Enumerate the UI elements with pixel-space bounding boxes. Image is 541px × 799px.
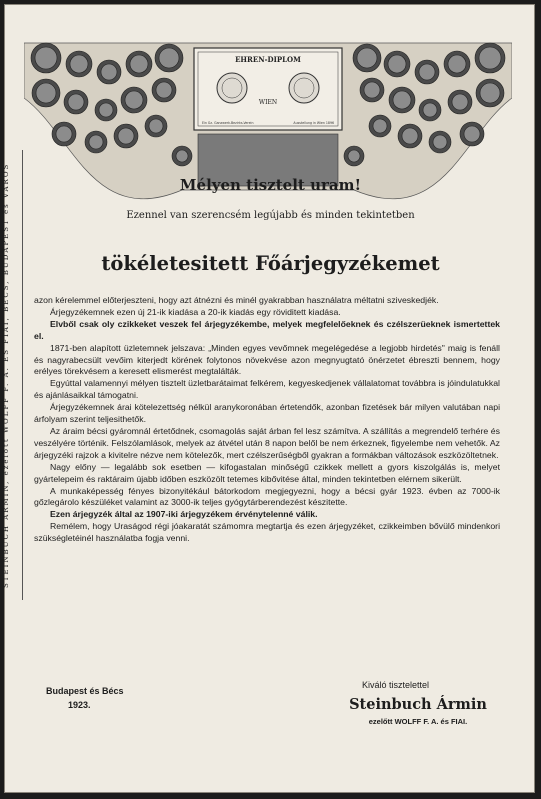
headline: tökéletesitett Főárjegyzékemet — [101, 252, 440, 275]
medal-inner-icon — [149, 119, 163, 133]
signature: Steinbuch Ármin — [349, 696, 487, 713]
medal-ornament-header — [24, 38, 512, 238]
medal-inner-icon — [89, 135, 103, 149]
medal-inner-icon — [388, 55, 406, 73]
medal-inner-icon — [348, 150, 360, 162]
medal-inner-icon — [364, 82, 380, 98]
medal-inner-icon — [36, 83, 56, 103]
medal-inner-icon — [156, 82, 172, 98]
medal-inner-icon — [99, 103, 113, 117]
medal-inner-icon — [357, 48, 377, 68]
intro-line: Ezennel van szerencsém legújabb és minden tekintetben — [126, 210, 415, 221]
greeting: Mélyen tisztelt uram! — [179, 176, 362, 194]
letter-body — [34, 295, 500, 545]
medal-inner-icon — [176, 150, 188, 162]
medal-inner-icon — [130, 55, 148, 73]
medal-note-left: Ein Gz. Ganzwerk-Bezirks-Verein — [202, 121, 254, 125]
sidebar-imprint: STEINBUCH ÁRMIN, ezelőtt WOLFF F. A. ÉS FIAI, BÉCS, BUDAPEST és VÁROS — [2, 162, 10, 588]
paragraph: azon kérelemmel előterjeszteni, hogy azt átnézni és minél gyakrabban használatra méltatni sziveskedjék. — [34, 295, 439, 305]
medal-inner-icon — [479, 47, 501, 69]
place-date — [46, 684, 124, 712]
paragraph: Az áraim bécsi gyáromnál értetődnek, csomagolás saját árban fel lesz számítva. A szállítás a megrendelő terhére és veszélyére történik. Felszólamlások, melyek az átvétel után 8 napon belől be nem érkeznek, figyelembe nem vehetők. Az árjegyzéki rajzok a kivitelre nézve nem kötelezők, mert czélszerűségből gyakran a formákban változások eszközöltetnek. — [34, 425, 500, 460]
firm-name: ezelőtt WOLFF F. A. és FIAI. — [368, 717, 468, 726]
medal-inner-icon — [125, 91, 143, 109]
paragraph: Elvből csak oly czikkeket veszek fel árjegyzékembe, melyek megfelelőeknek és czélszerüeknek ismertettek el. — [34, 318, 500, 341]
paragraph: A munkaképesség fényes bizonyitékául bátorkodom megjegyezni, hogy a bécsi gyár 1923. évben az 7000-ik gőzlegárolo készüléket valamint az 3000-ik teljes gyógytárberendezést készitette. — [34, 485, 500, 508]
medal-inner-icon — [464, 126, 480, 142]
medal-city: WIEN — [258, 99, 278, 106]
medal-inner-icon — [101, 64, 117, 80]
medal-inner-icon — [452, 94, 468, 110]
medal-title: EHREN-DIPLOM — [235, 55, 301, 64]
year: 1923. — [68, 700, 91, 710]
paragraph: Remélem, hogy Uraságod régi jóakaratát számomra megtartja és ezen árjegyzéket, czikkeimben bővülő mindenkori szükségletéinél használatba fogja venni. — [34, 521, 500, 544]
paragraph: Nagy előny — legalább sok esetben — kifogastalan minőségű czikkek mellett a gyors kiszolgálás is, melyet gyártelepeim és raktáraim újabb időben eszközölt tetemes kibővitése által, minden tekintetben elérnem sikerült. — [34, 461, 500, 484]
medal-inner-icon — [480, 83, 500, 103]
medal-inner-icon — [393, 91, 411, 109]
medal-inner-icon — [159, 48, 179, 68]
medal-inner-icon — [433, 135, 447, 149]
closing: Kiváló tisztelettel — [362, 680, 430, 690]
paragraph: Árjegyzékemnek árai kötelezettség nélkül aranykoronában értetendők, azonban fizetések bár milyen valutában napi árfolyam szerint teljesithetők. — [34, 402, 500, 425]
paragraph: Árjegyzékemnek ezen új 21-ik kiadása a 20-ik kiadás egy röviditett kiadása. — [50, 306, 341, 317]
paragraph: Ezen árjegyzék által az 1907-iki árjegyzékem érvénytelenné válik. — [50, 509, 318, 520]
paragraph: 1871-ben alapított üzletemnek jelszava: „Minden egyes vevőmnek megelégedése a legjobb hirdetés" maig is fenáll és nagyrabecsült vevőim kiterjedt körének folytonos növekvése azon megnyugtató önérzetet ébreszti bennem, hogy erélyes törekvésem a keresett elismerést megtalálták. — [34, 342, 500, 377]
medal-inner-icon — [56, 126, 72, 142]
medal-inner-icon — [373, 119, 387, 133]
medal-inner-icon — [419, 64, 435, 80]
medal-inner-icon — [448, 55, 466, 73]
medal-inner-icon — [70, 55, 88, 73]
medal-inner-icon — [402, 128, 418, 144]
medal-inner-icon — [68, 94, 84, 110]
medal-inner-icon — [423, 103, 437, 117]
medal-note-right: Ausstellung in Wien 1896 — [293, 121, 334, 125]
paragraph: Egyúttal valamennyi mélyen tisztelt üzletbarátaimat felkérem, kegyeskedjenek vállalatomat továbbra is jóindulatukkal és ajánlásaikkal támogatni. — [34, 378, 500, 401]
medal-inner-icon — [35, 47, 57, 69]
medal-inner-icon — [118, 128, 134, 144]
place: Budapest és Bécs — [46, 686, 124, 696]
